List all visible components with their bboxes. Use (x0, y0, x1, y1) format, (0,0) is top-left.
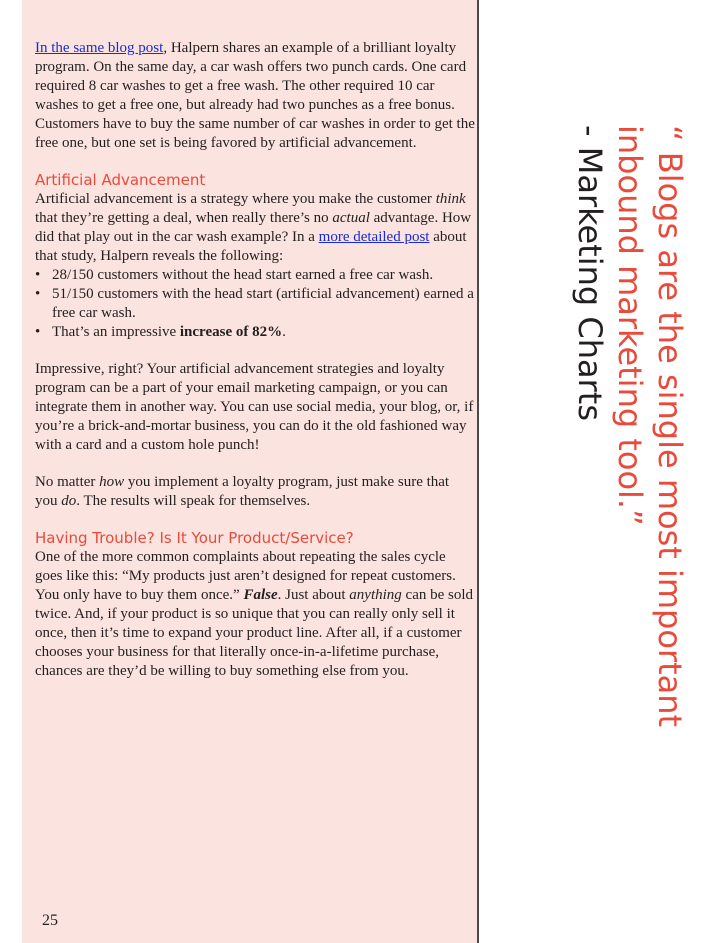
quote-attribution: - Marketing Charts (571, 125, 609, 421)
list-item: • 28/150 customers without the head start earned a free car wash. (35, 267, 434, 283)
section-product-service: Having Trouble? Is It Your Product/Service? One of the more common complaints about repeating the sales cycle goes like this: “My products just aren’t designed for repeat customers. You only have to buy them once.” False. Just about anything can be sold twice. And, if your product is so unique that you can really only sell it once, then it’s time to expand your product line. After all, if a customer chooses your business for that literally once-in-a-lifetime purchase, chances are they’d be willing to buy something else from you. (35, 529, 474, 679)
quote-line: inbound marketing tool.” (611, 125, 649, 526)
list-item: • 51/150 customers with the head start (artificial advancement) earned a free car wash. (35, 286, 474, 321)
page-number: 25 (42, 912, 58, 929)
section-artificial-advancement: Artificial Advancement Artificial advancement is a strategy where you make the customer think that they’re getting a deal, when really there’s no actual advantage. How did that play out in the car wash example? In a more detailed post about that study, Halpern reveals the following: • 28/150 customers without the head start earned a free car wash. • 51/150 customers with the head start (artificial advancement) earned a free car wash. • That’s an impressive increase of 82%. (35, 171, 474, 340)
detailed-post-link[interactable]: more detailed post (318, 229, 430, 245)
bullet-icon: • (35, 286, 41, 302)
intro-paragraph: In the same blog post, Halpern shares an example of a brilliant loyalty program. On the same day, a car wash offers two punch cards. One card required 8 car washes to get a free wash. The other required 10 car washes to get a free one, but already had two punches as a free bonus. Customers have to buy the same number of car washes in order to get the free one, but one set is being favored by artificial advancement. (35, 40, 475, 151)
paragraph: No matter how you implement a loyalty program, just make sure that you do. The results will speak for themselves. (35, 474, 450, 509)
bullet-icon: • (35, 324, 41, 340)
bullet-icon: • (35, 267, 41, 283)
pull-quote-text (570, 125, 690, 728)
paragraph: Impressive, right? Your artificial advancement strategies and loyalty program can be a part of your email marketing campaign, or you can integrate them in another way. You can use social media, your blog, or, if you’re a brick-and-mortar business, you can do it the old fashioned way with a card and a custom hole punch! (35, 361, 474, 453)
blog-post-link[interactable]: In the same blog post (35, 40, 164, 56)
section-heading: Artificial Advancement (35, 171, 206, 189)
pull-quote (536, 125, 728, 728)
section-heading: Having Trouble? Is It Your Product/Service? (35, 529, 354, 547)
results-list (35, 266, 475, 342)
article-body (35, 39, 475, 681)
list-item: • That’s an impressive increase of 82%. (35, 324, 286, 340)
quote-line: “ Blogs are the single most important (651, 125, 689, 728)
